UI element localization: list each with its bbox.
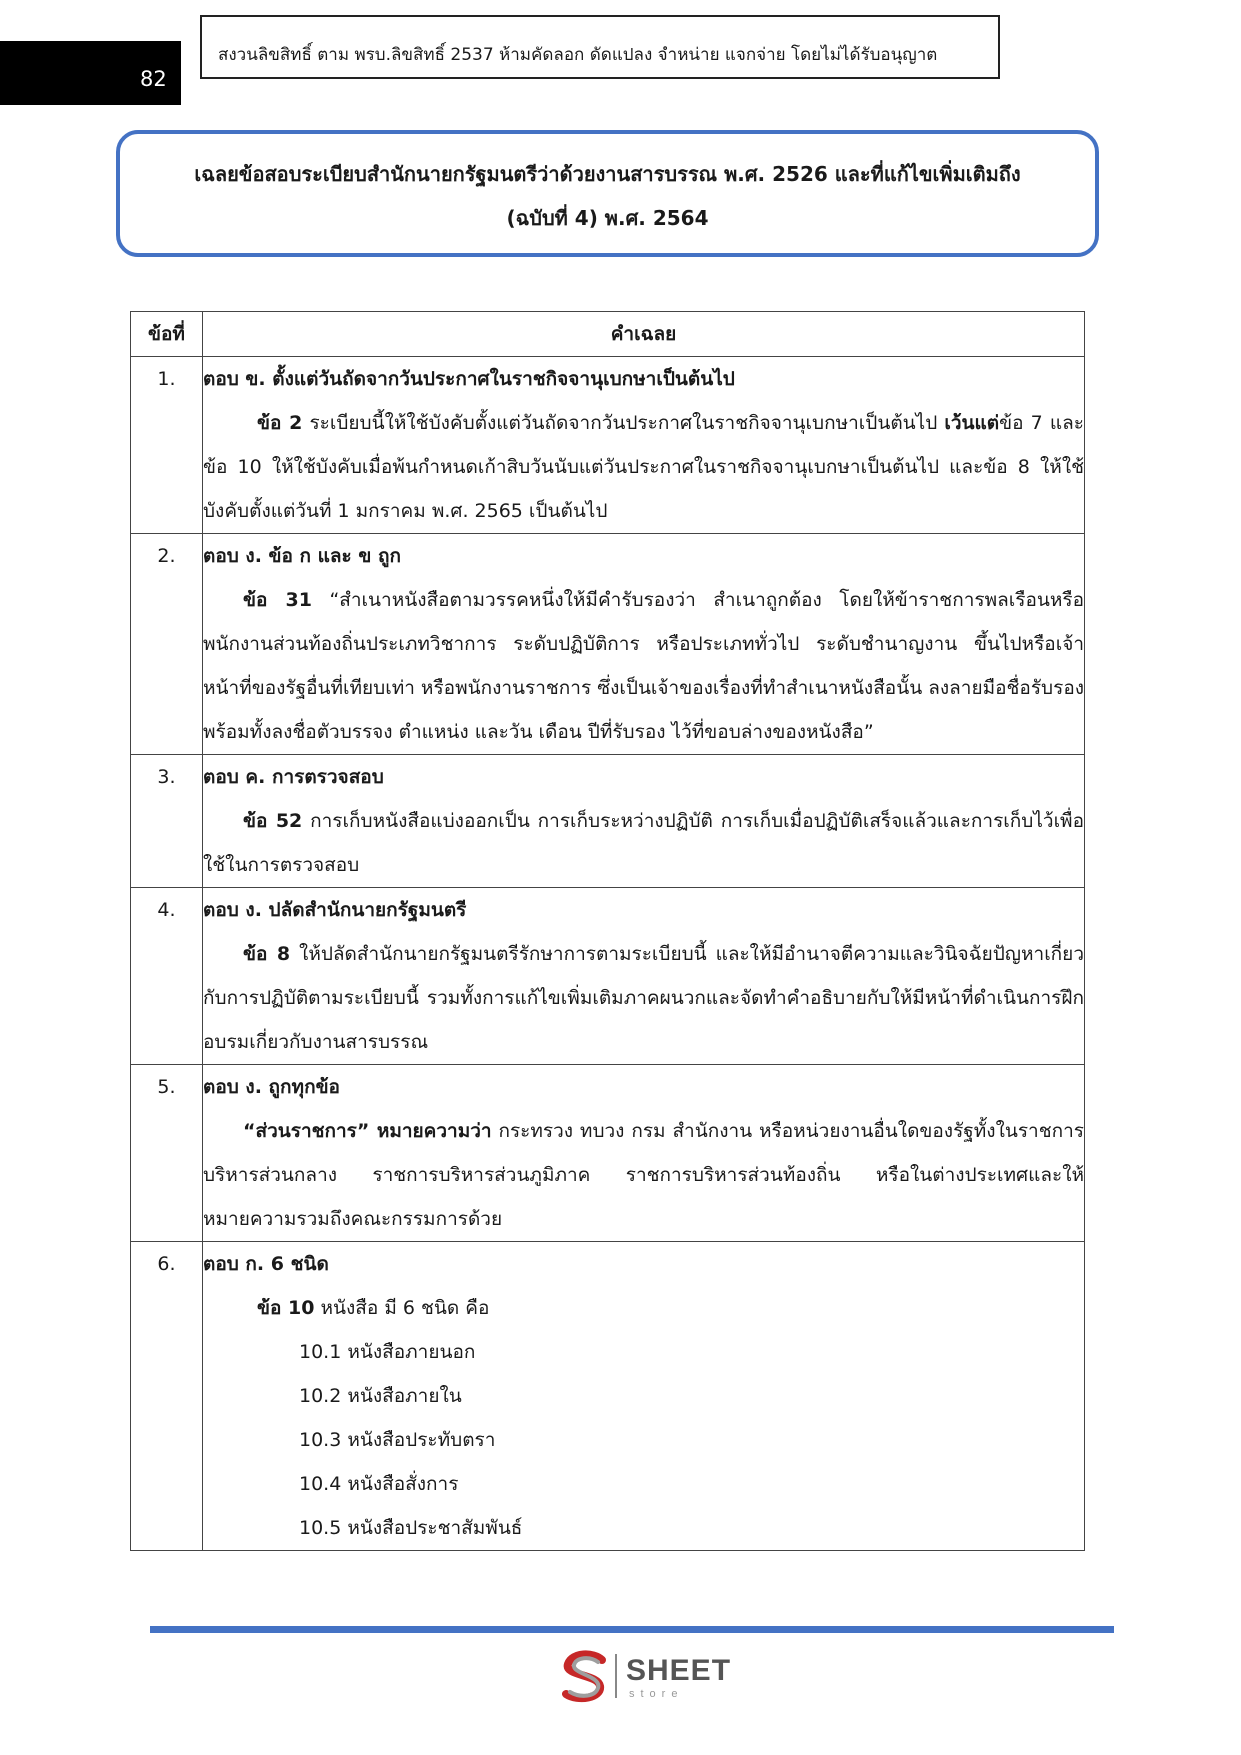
answer-cell [203,888,1085,1065]
explanation-text: ระเบียบนี้ให้ใช้บังคับตั้งแต่วันถัดจากวันประกาศในราชกิจจานุเบกษาเป็นต้นไป [302,412,945,434]
table-row [131,888,1085,1065]
explanation-ref: ข้อ 52 [243,810,303,832]
explanation-ref: ข้อ 31 [243,589,312,611]
explanation [203,1286,1084,1330]
page-number-tab [0,41,181,105]
table-row [131,755,1085,888]
explanation [203,1109,1084,1241]
explanation-ref: ข้อ 2 [257,412,303,434]
answer-choice: ตอบ ค. การตรวจสอบ [203,766,384,788]
list-item: 10.3 หนังสือประทับตรา [299,1429,496,1451]
answer-cell [203,755,1085,888]
explanation-ref-2: เว้นแต่ [944,412,1000,434]
answer-choice: ตอบ ง. ข้อ ก และ ข ถูก [203,545,401,567]
answer-table [130,311,1085,1551]
explanation-ref: ข้อ 10 [257,1297,315,1319]
question-number: 2. [131,534,203,755]
explanation-text: กระทรวง ทบวง กรม สำนักงาน หรือหน่วยงานอื่นใดของรัฐทั้งในราชการบริหารส่วนกลาง ราชการบริหารส่วนภูมิภาค ราชการบริหารส่วนท้องถิ่น หรือในต่างประเทศและให้หมายความรวมถึงคณะกรรมการด้วย [203,1120,1084,1230]
list-item: 10.4 หนังสือสั่งการ [299,1473,459,1495]
logo-divider [615,1654,617,1698]
column-header-answer: คำเฉลย [203,312,1085,357]
explanation-text: หนังสือ มี 6 ชนิด คือ [314,1297,490,1319]
explanation-ref: “ส่วนราชการ” หมายความว่า [243,1120,492,1142]
answer-cell [203,357,1085,534]
explanation-ref: ข้อ 8 [243,943,291,965]
copyright-notice: สงวนลิขสิทธิ์ ตาม พรบ.ลิขสิทธิ์ 2537 ห้ามคัดลอก ดัดแปลง จำหน่าย แจกจ่าย โดยไม่ได้รับอนุญาต [200,15,1000,79]
s-logo-icon [558,1650,612,1704]
answer-choice: ตอบ ง. ปลัดสำนักนายกรัฐมนตรี [203,899,467,921]
question-number: 4. [131,888,203,1065]
question-number: 3. [131,755,203,888]
table-row [131,357,1085,534]
answer-cell [203,1242,1085,1551]
table-header-row [131,312,1085,357]
question-number: 6. [131,1242,203,1551]
explanation-text: การเก็บหนังสือแบ่งออกเป็น การเก็บระหว่างปฏิบัติ การเก็บเมื่อปฏิบัติเสร็จแล้วและการเก็บไว้เพื่อใช้ในการตรวจสอบ [203,810,1084,876]
document-title-line-2: (ฉบับที่ 4) พ.ศ. 2564 [506,206,709,230]
logo-brand: SHEET [626,1654,732,1687]
column-header-no: ข้อที่ [131,312,203,357]
footer-divider [150,1626,1114,1633]
question-number: 1. [131,357,203,534]
answer-choice: ตอบ ก. 6 ชนิด [203,1253,329,1275]
answer-cell [203,1065,1085,1242]
answer-choice: ตอบ ง. ถูกทุกข้อ [203,1076,340,1098]
list-item: 10.1 หนังสือภายนอก [299,1341,476,1363]
table-row [131,534,1085,755]
logo-sub: store [629,1688,684,1700]
question-number: 5. [131,1065,203,1242]
explanation-text: ให้ปลัดสำนักนายกรัฐมนตรีรักษาการตามระเบียบนี้ และให้มีอำนาจตีความและวินิจฉัยปัญหาเกี่ยวกับการปฏิบัติตามระเบียบนี้ รวมทั้งการแก้ไขเพิ่มเติมภาคผนวกและจัดทำคำอธิบายกับให้มีหน้าที่ดำเนินการฝึกอบรมเกี่ยวกับงานสารบรรณ [203,943,1084,1053]
explanation [203,401,1084,533]
explanation [203,799,1084,887]
table-row [131,1065,1085,1242]
sheet-store-logo [558,1650,732,1704]
explanation-text: “สำเนาหนังสือตามวรรคหนึ่งให้มีคำรับรองว่า สำเนาถูกต้อง โดยให้ข้าราชการพลเรือนหรือพนักงานส่วนท้องถิ่นประเภทวิชาการ ระดับปฏิบัติการ หรือประเภททั่วไป ระดับชำนาญงาน ขึ้นไปหรือเจ้าหน้าที่ของรัฐอื่นที่เทียบเท่า หรือพนักงานราชการ ซึ่งเป็นเจ้าของเรื่องที่ทำสำเนาหนังสือนั้น ลงลายมือชื่อรับรอง พร้อมทั้งลงชื่อตัวบรรจง ตำแหน่ง และวัน เดือน ปีที่รับรอง ไว้ที่ขอบล่างของหนังสือ” [203,589,1085,743]
explanation [203,932,1084,1064]
document-title-line-1: เฉลยข้อสอบระเบียบสำนักนายกรัฐมนตรีว่าด้วยงานสารบรรณ พ.ศ. 2526 และที่แก้ไขเพิ่มเติมถึง [194,162,1021,186]
page-number: 82 [140,67,167,91]
list-item: 10.5 หนังสือประชาสัมพันธ์ [299,1517,523,1539]
explanation [203,578,1084,754]
document-title-box [116,130,1099,257]
answer-cell [203,534,1085,755]
answer-choice: ตอบ ข. ตั้งแต่วันถัดจากวันประกาศในราชกิจจานุเบกษาเป็นต้นไป [203,368,735,390]
table-row [131,1242,1085,1551]
explanation-text-2: ข้อ 7 และข้อ 10 ให้ใช้บังคับเมื่อพ้นกำหนดเก้าสิบวันนับแต่วันประกาศในราชกิจจานุเบกษาเป็นต้นไป และข้อ 8 ให้ใช้บังคับตั้งแต่วันที่ 1 มกราคม พ.ศ. 2565 เป็นต้นไป [203,412,1084,522]
list-item: 10.2 หนังสือภายใน [299,1385,462,1407]
